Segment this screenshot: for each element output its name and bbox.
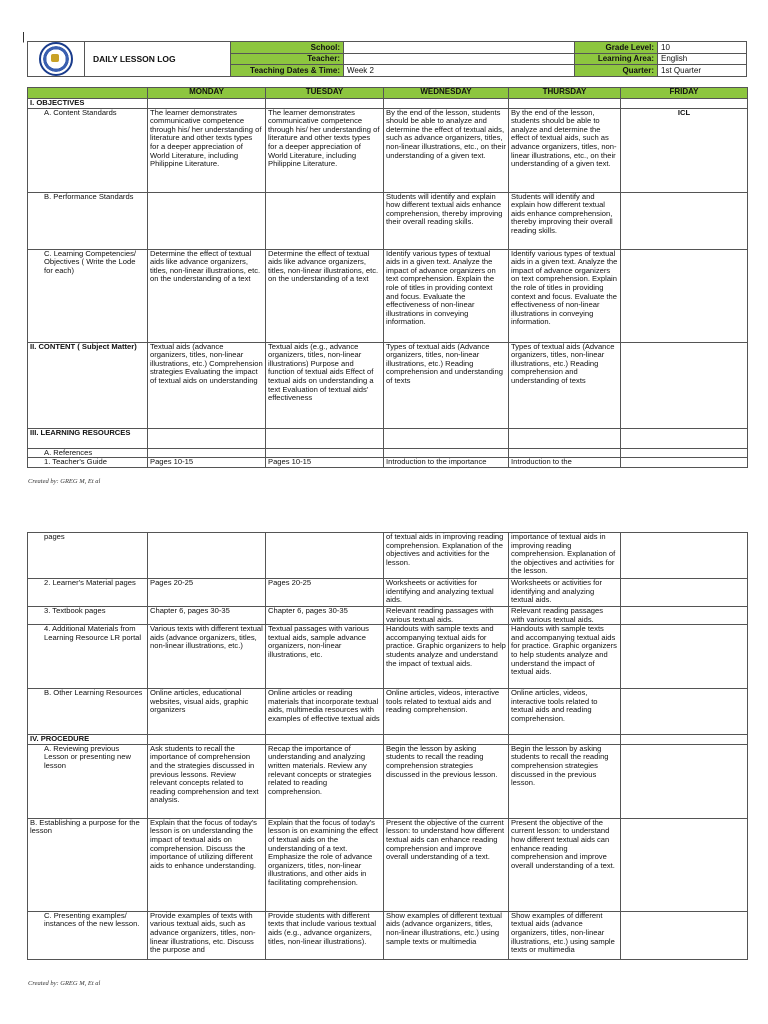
day-cell xyxy=(384,428,509,448)
footer-credit: Created by: GREG M, Et al xyxy=(28,980,101,987)
teacher-field xyxy=(344,53,575,65)
lesson-log-header xyxy=(27,41,747,77)
day-cell: Chapter 6, pages 30-35 xyxy=(148,607,266,625)
day-cell: Online articles, videos, interactive tools related to textual aids and reading comprehension. xyxy=(509,689,621,735)
day-cell xyxy=(621,192,748,249)
day-cell xyxy=(266,428,384,448)
table-row xyxy=(28,428,748,448)
row-label: A. Reviewing previous Lesson or presenting new lesson xyxy=(28,744,148,818)
day-cell: Determine the effect of textual aids like advance organizers, titles, non-linear illustrations, etc. on the understanding of a text xyxy=(148,249,266,342)
day-cell: Handouts with sample texts and accompanying textual aids for practice. Graphic organizers to help students analyze and understand the impact of textual aids. xyxy=(384,625,509,689)
day-cell: By the end of the lesson, students should be able to analyze and determine the effect of textual aids, such as advance organizers, titles, non-linear illustrations, etc., on their understanding of a given text. xyxy=(509,108,621,192)
row-label: B. Establishing a purpose for the lesson xyxy=(28,818,148,911)
day-cell: Various texts with different textual aids (advance organizers, titles, non-linear illustrations, etc.) xyxy=(148,625,266,689)
row-label: 3. Textbook pages xyxy=(28,607,148,625)
day-cell xyxy=(621,99,748,109)
grade-level-field: 10 xyxy=(658,42,747,54)
day-cell xyxy=(621,625,748,689)
table-row xyxy=(28,625,748,689)
row-label: II. CONTENT ( Subject Matter) xyxy=(28,342,148,428)
day-cell: Begin the lesson by asking students to recall the reading comprehension strategies discussed in the previous lesson. xyxy=(384,744,509,818)
day-cell: Provide examples of texts with various textual aids, such as advance organizers, titles, non-linear illustrations, etc. Discuss the purpose and xyxy=(148,911,266,959)
day-cell xyxy=(148,533,266,579)
day-header: THURSDAY xyxy=(509,88,621,99)
row-label: B. Performance Standards xyxy=(28,192,148,249)
day-cell: The learner demonstrates communicative competence through his/ her understanding of literature and other texts types for a deeper appreciation of World Literature, including Philippine Literature. xyxy=(148,108,266,192)
day-cell: of textual aids in improving reading comprehension. Explanation of the objectives and activities for the lesson. xyxy=(384,533,509,579)
learning-area-field: English xyxy=(658,53,747,65)
day-cell xyxy=(266,448,384,458)
day-header: FRIDAY xyxy=(621,88,748,99)
deped-seal-cell xyxy=(28,42,85,77)
day-cell: Worksheets or activities for identifying and analyzing textual aids. xyxy=(384,579,509,607)
day-cell: Pages 10-15 xyxy=(148,458,266,468)
teaching-dates-label: Teaching Dates & Time: xyxy=(231,65,344,77)
day-cell xyxy=(621,607,748,625)
school-field xyxy=(344,42,575,54)
row-label: C. Learning Competencies/ Objectives ( Write the Lode for each) xyxy=(28,249,148,342)
day-cell: Students will identify and explain how different textual aids enhance comprehension, thereby improving their overall reading skills. xyxy=(509,192,621,249)
day-cell xyxy=(148,428,266,448)
day-cell: Online articles, videos, interactive tools related to textual aids and reading comprehension. xyxy=(384,689,509,735)
day-cell: Types of textual aids (Advance organizers, titles, non-linear illustrations, etc.) Reading comprehension and understanding of texts xyxy=(384,342,509,428)
day-cell: Relevant reading passages with various textual aids. xyxy=(384,607,509,625)
day-cell xyxy=(621,533,748,579)
page-corner-mark: | xyxy=(22,31,25,43)
table-row xyxy=(28,448,748,458)
table-body xyxy=(28,533,748,960)
day-cell: Pages 10-15 xyxy=(266,458,384,468)
table-row xyxy=(28,689,748,735)
day-cell: Pages 20-25 xyxy=(148,579,266,607)
day-cell: Textual aids (e.g., advance organizers, titles, non-linear illustrations) Purpose and function of textual aids Effect of textual aids on understanding a text Evaluation of textual aids' effectiveness xyxy=(266,342,384,428)
day-cell xyxy=(621,249,748,342)
day-cell xyxy=(148,735,266,745)
day-header: TUESDAY xyxy=(266,88,384,99)
table-row xyxy=(28,607,748,625)
day-cell: Handouts with sample texts and accompanying textual aids for practice. Graphic organizers to help students analyze and understand the impact of textual aids. xyxy=(509,625,621,689)
row-label: A. References xyxy=(28,448,148,458)
day-cell xyxy=(384,735,509,745)
day-cell: Provide students with different texts that include various textual aids (e.g., advance organizers, titles, non-linear illustrations). xyxy=(266,911,384,959)
table-row xyxy=(28,533,748,579)
day-cell xyxy=(621,579,748,607)
table-body xyxy=(28,99,748,468)
day-cell xyxy=(509,428,621,448)
row-label: III. LEARNING RESOURCES xyxy=(28,428,148,448)
day-header: WEDNESDAY xyxy=(384,88,509,99)
day-cell xyxy=(384,99,509,109)
day-cell xyxy=(621,735,748,745)
day-cell: Present the objective of the current lesson: to understand how different textual aids can enhance reading comprehension and improve overall understanding of a text. xyxy=(384,818,509,911)
quarter-label: Quarter: xyxy=(575,65,658,77)
row-label: A. Content Standards xyxy=(28,108,148,192)
row-label: C. Presenting examples/ instances of the new lesson. xyxy=(28,911,148,959)
row-label: 2. Learner's Material pages xyxy=(28,579,148,607)
day-cell: Determine the effect of textual aids like advance organizers, titles, non-linear illustrations, etc. on the understanding of a text xyxy=(266,249,384,342)
day-cell: Show examples of different textual aids (advance organizers, titles, non-linear illustrations, etc.) using sample texts or multimedia xyxy=(509,911,621,959)
teacher-label: Teacher: xyxy=(231,53,344,65)
grade-level-label: Grade Level: xyxy=(575,42,658,54)
day-cell xyxy=(148,99,266,109)
table-row xyxy=(28,744,748,818)
day-cell: Present the objective of the current lesson: to understand how different textual aids can enhance reading comprehension and improve overall understanding of a text. xyxy=(509,818,621,911)
day-header-row xyxy=(28,88,748,99)
day-cell: Worksheets or activities for identifying and analyzing textual aids. xyxy=(509,579,621,607)
day-cell xyxy=(621,744,748,818)
day-cell: Recap the importance of understanding and analyzing written materials. Review any relevant concepts or strategies related to reading comprehension. xyxy=(266,744,384,818)
day-cell: Chapter 6, pages 30-35 xyxy=(266,607,384,625)
day-cell xyxy=(266,533,384,579)
day-cell: Ask students to recall the importance of comprehension and the strategies discussed in previous lessons. Review relevant concepts related to reading comprehension and text analysis. xyxy=(148,744,266,818)
day-cell xyxy=(621,911,748,959)
row-label: B. Other Learning Resources xyxy=(28,689,148,735)
day-cell xyxy=(621,689,748,735)
day-cell: Introduction to the xyxy=(509,458,621,468)
day-cell: importance of textual aids in improving reading comprehension. Explanation of the objectives and activities for the lesson. xyxy=(509,533,621,579)
day-cell: Identify various types of textual aids in a given text. Analyze the impact of advance organizers on text comprehension. Explain the role of titles in providing context and focus. Evaluate the effectiveness of non-linear illustrations in conveying information. xyxy=(384,249,509,342)
row-label: 1. Teacher's Guide xyxy=(28,458,148,468)
table-row xyxy=(28,911,748,959)
day-header-blank xyxy=(28,88,148,99)
learning-area-label: Learning Area: xyxy=(575,53,658,65)
table-row xyxy=(28,249,748,342)
table-row xyxy=(28,818,748,911)
row-label: I. OBJECTIVES xyxy=(28,99,148,109)
table-row xyxy=(28,108,748,192)
table-row xyxy=(28,579,748,607)
day-cell xyxy=(509,735,621,745)
day-cell xyxy=(148,448,266,458)
day-cell: Students will identify and explain how different textual aids enhance comprehension, thereby improving their overall reading skills. xyxy=(384,192,509,249)
day-cell: Online articles or reading materials that incorporate textual aids, multimedia resources with examples of effective textual aids xyxy=(266,689,384,735)
day-cell xyxy=(266,192,384,249)
day-cell: Types of textual aids (Advance organizers, titles, non-linear illustrations, etc.) Reading comprehension and understanding of texts xyxy=(509,342,621,428)
day-cell xyxy=(621,458,748,468)
day-cell xyxy=(266,735,384,745)
day-cell xyxy=(621,342,748,428)
day-cell: Show examples of different textual aids (advance organizers, titles, non-linear illustrations, etc.) using sample texts or multimedia xyxy=(384,911,509,959)
table-row xyxy=(28,99,748,109)
teaching-dates-field: Week 2 xyxy=(344,65,575,77)
table-row xyxy=(28,458,748,468)
day-cell: Identify various types of textual aids in a given text. Analyze the impact of advance organizers on text comprehension. Explain the role of titles in providing context and focus. Evaluate the effectiveness of non-linear illustrations in conveying information. xyxy=(509,249,621,342)
day-cell xyxy=(621,818,748,911)
day-cell xyxy=(621,448,748,458)
day-cell: ICL xyxy=(621,108,748,192)
day-cell: Begin the lesson by asking students to recall the reading comprehension strategies discussed in the previous lesson. xyxy=(509,744,621,818)
day-cell: Introduction to the importance xyxy=(384,458,509,468)
school-label: School: xyxy=(231,42,344,54)
day-cell: Textual aids (advance organizers, titles, non-linear illustrations, etc.) Comprehension strategies Evaluating the impact of textual aids on understanding xyxy=(148,342,266,428)
day-cell xyxy=(509,448,621,458)
day-header: MONDAY xyxy=(148,88,266,99)
row-label: IV. PROCEDURE xyxy=(28,735,148,745)
day-cell xyxy=(266,99,384,109)
day-cell xyxy=(148,192,266,249)
day-cell: The learner demonstrates communicative competence through his/ her understanding of literature and other texts types for a deeper appreciation of World Literature, including Philippine Literature. xyxy=(266,108,384,192)
day-cell xyxy=(384,448,509,458)
day-cell: By the end of the lesson, students should be able to analyze and determine the effect of textual aids, such as advance organizers, titles, non-linear illustrations, etc., on their understanding of a given text. xyxy=(384,108,509,192)
day-cell: Explain that the focus of today's lesson is on examining the effect of textual aids on the understanding of a text. Emphasize the role of advance organizers, titles, non-linear illustrations, and other aids in facilitating comprehension. xyxy=(266,818,384,911)
day-cell: Textual passages with various textual aids, sample advance organizers, non-linear illustrations, etc. xyxy=(266,625,384,689)
table-row xyxy=(28,735,748,745)
lesson-log-table-page1 xyxy=(27,87,748,468)
table-row xyxy=(28,342,748,428)
day-cell: Pages 20-25 xyxy=(266,579,384,607)
lesson-log-table-page2 xyxy=(27,532,748,960)
day-cell: Online articles, educational websites, visual aids, graphic organizers xyxy=(148,689,266,735)
row-label: pages xyxy=(28,533,148,579)
footer-credit: Created by: GREG M, Et al xyxy=(28,478,101,485)
table-row xyxy=(28,192,748,249)
document-title: DAILY LESSON LOG xyxy=(85,42,231,77)
day-cell xyxy=(621,428,748,448)
deped-seal-icon xyxy=(39,42,73,76)
day-cell: Relevant reading passages with various textual aids. xyxy=(509,607,621,625)
day-cell: Explain that the focus of today's lesson is on understanding the impact of textual aids on comprehension. Discuss the importance of utilizing different aids to enhance understanding. xyxy=(148,818,266,911)
quarter-field: 1st Quarter xyxy=(658,65,747,77)
row-label: 4. Additional Materials from Learning Resource LR portal xyxy=(28,625,148,689)
day-cell xyxy=(509,99,621,109)
